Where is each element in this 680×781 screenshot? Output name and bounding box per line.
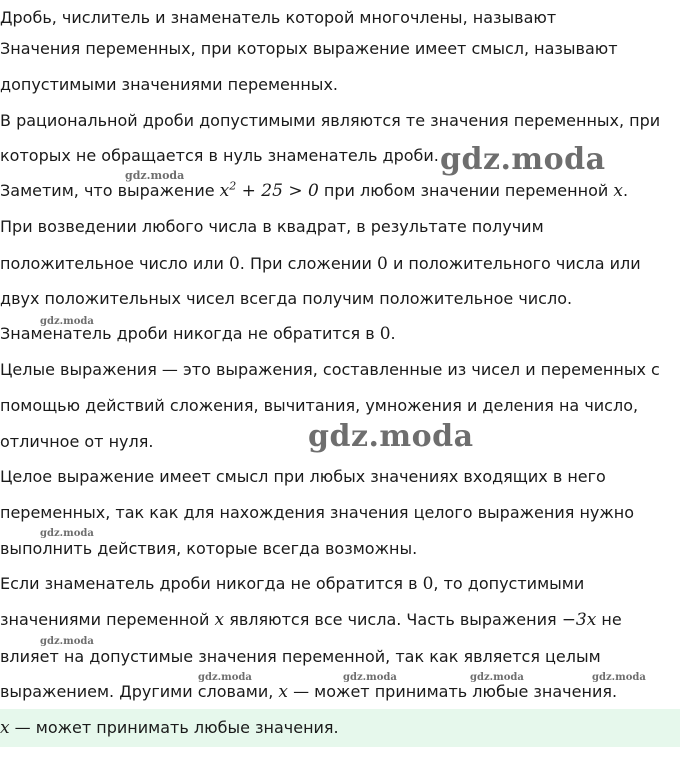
text-line (0, 607, 622, 633)
text-segment: при любом значении переменной (318, 181, 614, 200)
text-segment: Заметим, что выражение (0, 181, 220, 200)
text-segment: — может принимать любые значения. (288, 682, 618, 701)
text-line: допустимыми значениями переменных. (0, 75, 338, 94)
watermark-logo: gdz.moda (343, 672, 397, 683)
math-number: 0 (422, 574, 434, 594)
text-segment: положительное число или (0, 254, 229, 273)
text-line: выполнить действия, которые всегда возможны. (0, 539, 418, 558)
text-segment: значениями переменной (0, 610, 215, 629)
text-line (0, 251, 641, 277)
math-number: 0 (228, 254, 240, 274)
math-number: 0 (377, 254, 388, 274)
text-line (0, 679, 617, 705)
text-line: переменных, так как для нахождения значения целого выражения нужно (0, 503, 635, 522)
text-line: двух положительных чисел всегда получим положительное число. (0, 289, 573, 308)
text-segment: и положительного числа или (387, 254, 641, 273)
watermark-logo: gdz.moda (40, 316, 94, 327)
watermark-logo: gdz.moda (198, 672, 252, 683)
text-line (0, 571, 584, 597)
text-line: Значения переменных, при которых выражение имеет смысл, называют (0, 39, 618, 58)
watermark-logo: gdz.moda (308, 419, 474, 454)
math-expression (220, 181, 319, 201)
math-variable: x (613, 181, 623, 201)
text-line (0, 321, 396, 347)
text-line: Целые выражения — это выражения, составленные из чисел и переменных с (0, 360, 660, 379)
text-segment: Знаменатель дроби никогда не обратится в (0, 324, 380, 343)
math-variable: x (0, 718, 10, 738)
text-segment: не (596, 610, 622, 629)
answer-text: — может принимать любые значения. (9, 718, 339, 737)
text-line: отличное от нуля. (0, 432, 154, 451)
text-line: При возведении любого числа в квадрат, в результате получим (0, 217, 544, 236)
text-line: которых не обращается в нуль знаменатель дроби. (0, 146, 439, 165)
text-line: влияет на допустимые значения переменной, так как является целым (0, 647, 601, 666)
text-segment: . (390, 324, 396, 343)
text-line: Целое выражение имеет смысл при любых значениях входящих в него (0, 467, 606, 486)
math-rest: + 25 > 0 (236, 181, 319, 201)
answer-box (0, 709, 680, 747)
answer-line (0, 715, 339, 741)
watermark-logo: gdz.moda (470, 672, 524, 683)
watermark-logo: gdz.moda (40, 528, 94, 539)
text-segment: Если знаменатель дроби никогда не обратится в (0, 574, 423, 593)
math-variable: x (219, 181, 230, 201)
text-segment: являются все числа. Часть выражения (224, 610, 562, 629)
text-segment: . При сложении (239, 254, 378, 273)
text-segment: . (622, 181, 629, 200)
math-exponent: 2 (229, 179, 237, 193)
text-line: Дробь, числитель и знаменатель которой многочлены, называют (0, 8, 557, 27)
text-segment: , то допустимыми (433, 574, 585, 593)
math-variable: x (278, 682, 288, 702)
text-segment: выражением. Другими словами, (0, 682, 279, 701)
watermark-logo: gdz.moda (440, 142, 606, 177)
text-line-inequality (0, 178, 628, 204)
text-line: В рациональной дроби допустимыми являются те значения переменных, при (0, 111, 661, 130)
math-expression: −3x (561, 610, 597, 630)
watermark-logo: gdz.moda (40, 636, 94, 647)
watermark-logo: gdz.moda (592, 672, 646, 683)
math-number: 0 (379, 324, 391, 344)
watermark-logo: gdz.moda (125, 169, 185, 182)
text-line: помощью действий сложения, вычитания, умножения и деления на число, (0, 396, 639, 415)
math-variable: x (214, 610, 225, 630)
